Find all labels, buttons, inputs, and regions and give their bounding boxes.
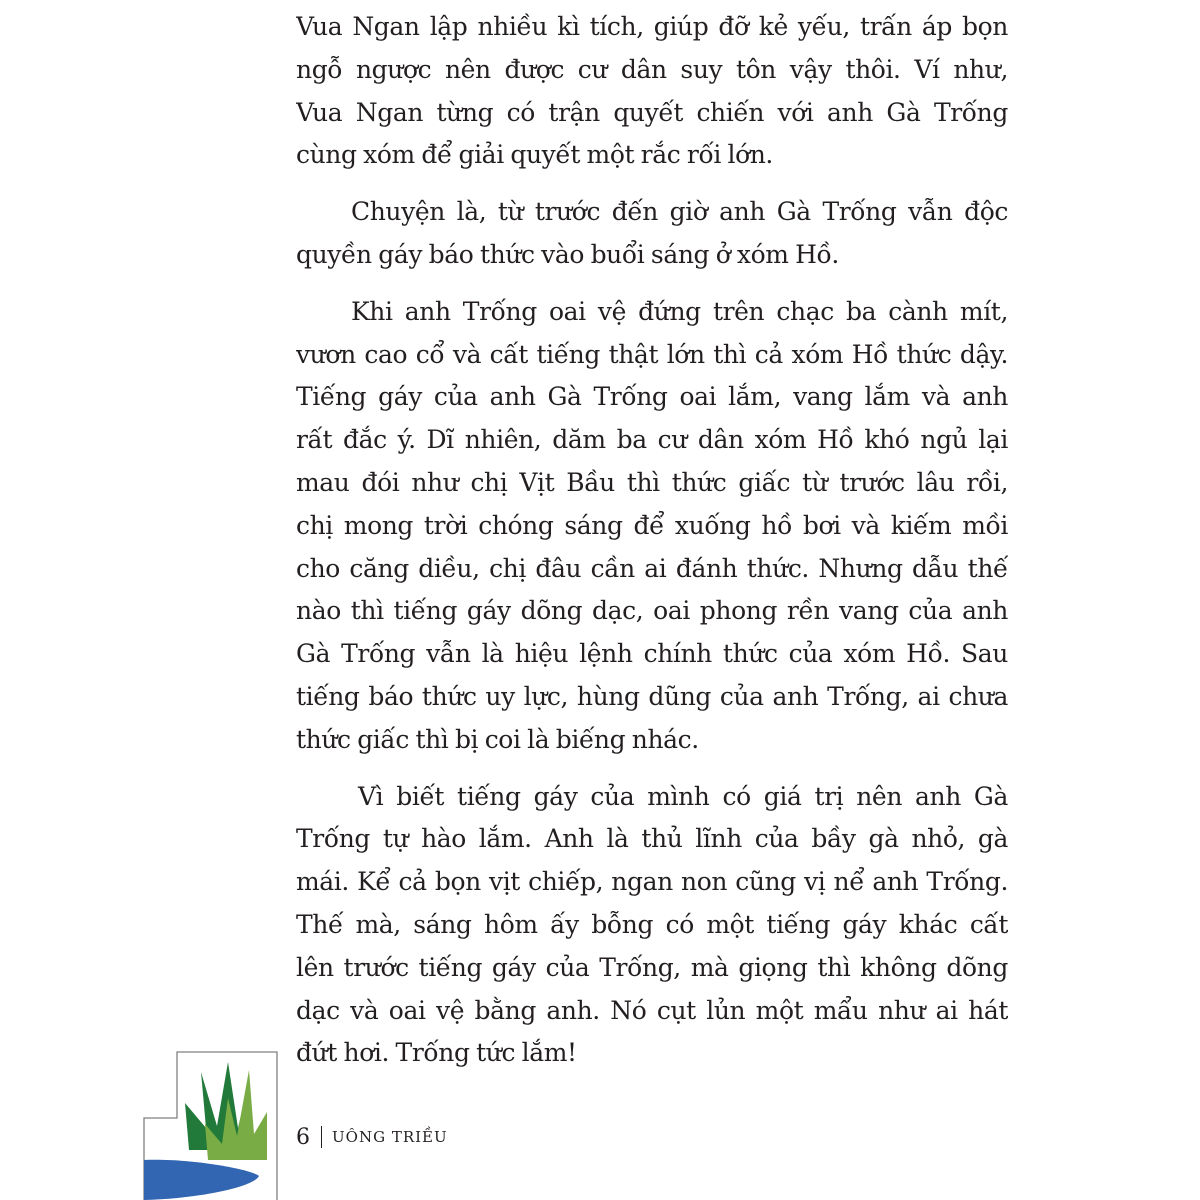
text-line: mau đói như chị Vịt Bầu thì thức giấc từ trước lâu rồi, [296,467,1008,497]
text-line: Vua Ngan lập nhiều kì tích, giúp đỡ kẻ yếu, trấn áp bọn [296,12,1008,41]
paragraph [296,776,1008,1076]
page-footer [296,1120,448,1154]
text-line: Gà Trống vẫn là hiệu lệnh chính thức của xóm Hồ. Sau [296,639,1008,669]
body-text [296,6,1008,1089]
text-line: rất đắc ý. Dĩ nhiên, dăm ba cư dân xóm Hồ khó ngủ lại [296,425,1008,455]
text-line: Vua Ngan từng có trận quyết chiến với anh Gà Trống [296,97,1008,127]
text-line: dạc và oai vệ bằng anh. Nó cụt lủn một mẩu như ai hát [296,995,1008,1025]
footer-separator [321,1126,322,1148]
text-line: Khi anh Trống oai vệ đứng trên chạc ba cành mít, [351,296,1008,326]
author-name: UÔNG TRIỀU [332,1128,448,1146]
paragraph [296,191,1008,277]
text-line: cho căng diều, chị đâu cần ai đánh thức. Nhưng dẫu thế [296,553,1008,583]
grass-pond-icon [143,1048,283,1200]
text-line: vươn cao cổ và cất tiếng thật lớn thì cả xóm Hồ thức dậy. [296,339,1008,369]
text-line: Trống tự hào lắm. Anh là thủ lĩnh của bầy gà nhỏ, gà [296,824,1008,854]
text-line: đứt hơi. Trống tức lắm! [296,1038,577,1068]
text-line: mái. Kể cả bọn vịt chiếp, ngan non cũng vị nể anh Trống. [296,867,1008,897]
text-line: quyền gáy báo thức vào buổi sáng ở xóm Hồ. [296,239,839,269]
text-line: Tiếng gáy của anh Gà Trống oai lắm, vang lắm và anh [296,382,1008,412]
text-line: chị mong trời chóng sáng để xuống hồ bơi và kiếm mồi [296,510,1008,540]
text-line: nào thì tiếng gáy dõng dạc, oai phong rền vang của anh [296,596,1008,626]
text-line: ngỗ ngược nên được cư dân suy tôn vậy thôi. Ví như, [296,54,1008,84]
pond-shape [144,1160,259,1200]
paragraph [296,291,1008,762]
paragraph [296,6,1008,177]
text-line: cùng xóm để giải quyết một rắc rối lớn. [296,140,773,170]
text-line: Vì biết tiếng gáy của mình có giá trị nên anh Gà [358,781,1008,811]
page-number: 6 [296,1124,310,1150]
text-line: Chuyện là, từ trước đến giờ anh Gà Trống vẫn độc [351,197,1008,227]
text-line: tiếng báo thức uy lực, hùng dũng của anh Trống, ai chưa [296,681,1008,711]
text-line: Thế mà, sáng hôm ấy bỗng có một tiếng gáy khác cất [296,909,1008,939]
text-line: thức giấc thì bị coi là biếng nhác. [296,724,699,754]
text-line: lên trước tiếng gáy của Trống, mà giọng thì không dõng [296,952,1008,982]
